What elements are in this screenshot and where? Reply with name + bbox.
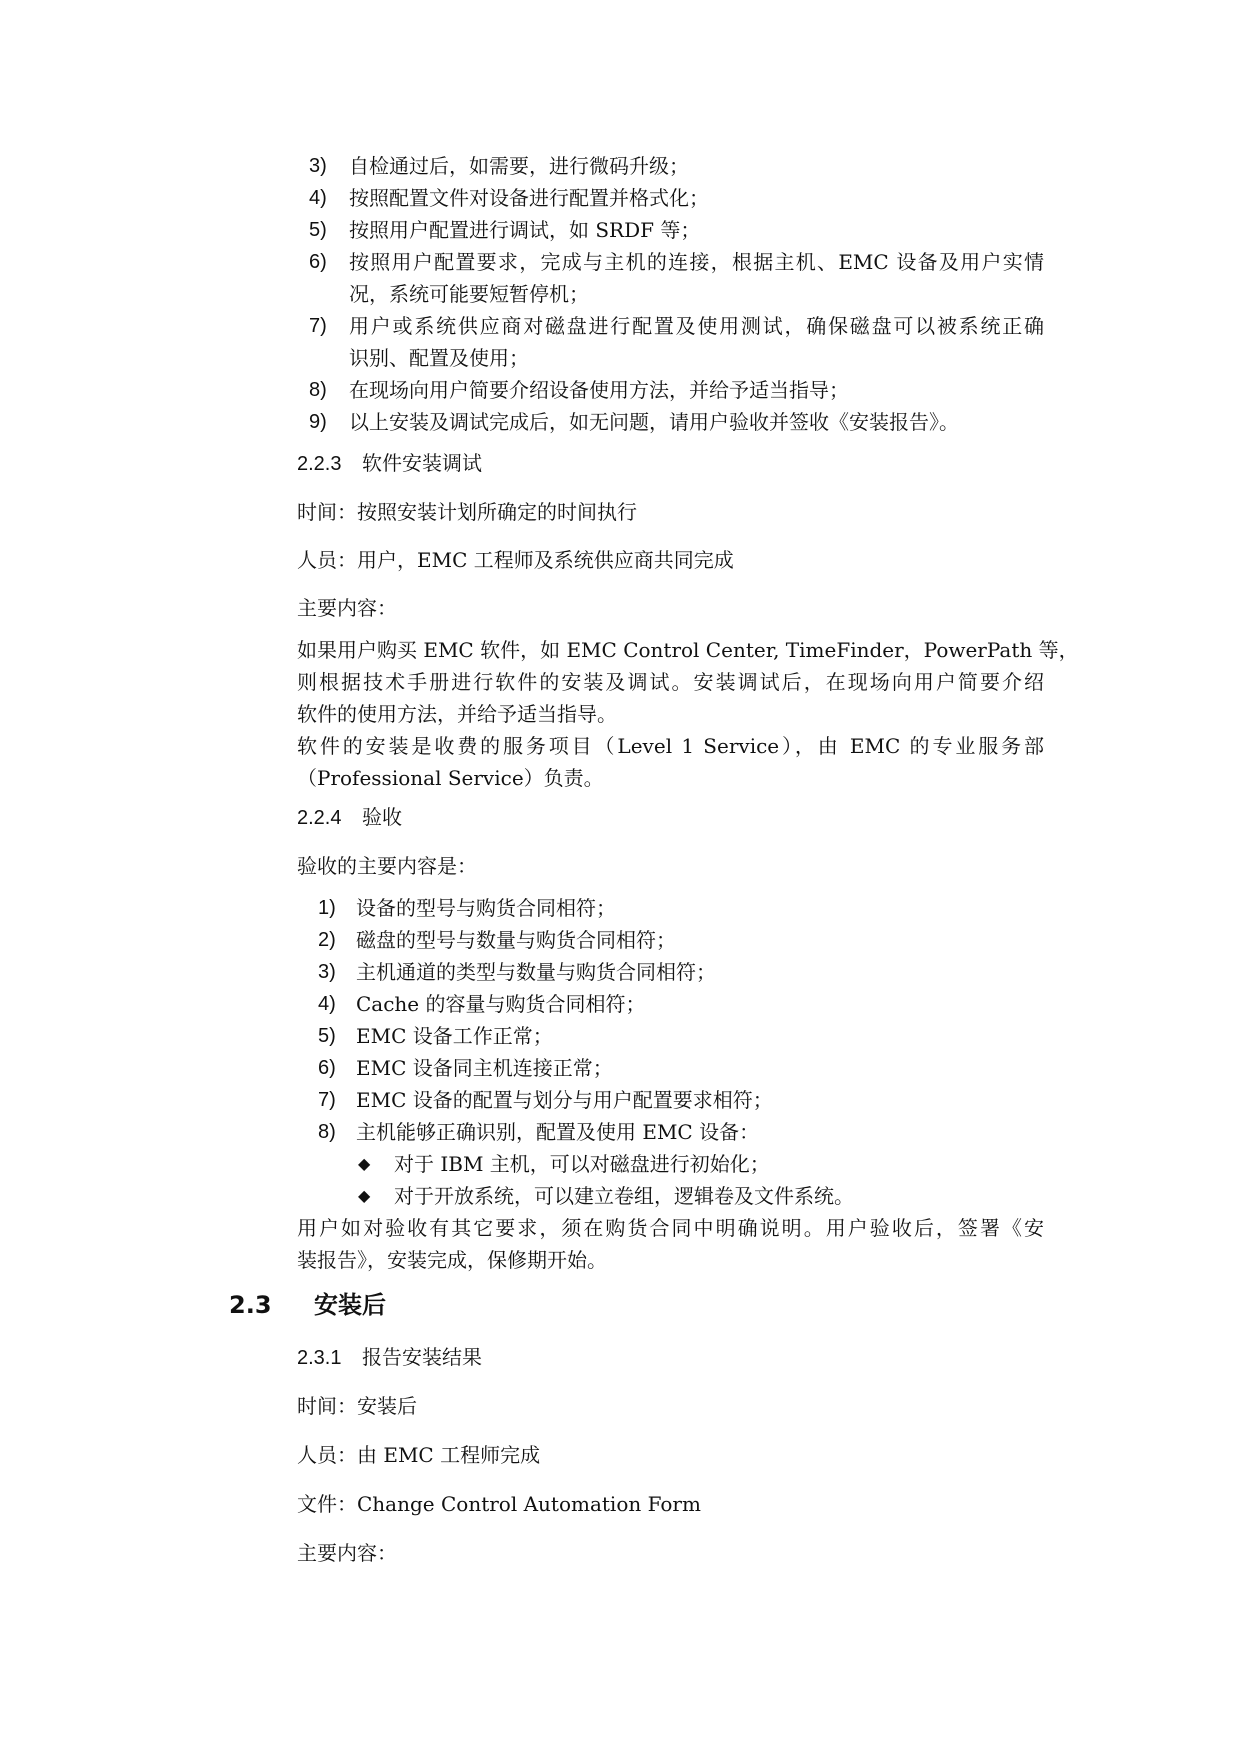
list-item-text: 在现场向用户简要介绍设备使用方法，并给予适当指导； xyxy=(349,378,849,402)
section-number: 2.2.3 xyxy=(297,453,342,475)
paragraph-line: 用户如对验收有其它要求，须在购货合同中明确说明。用户验收后，签署《安 xyxy=(297,1216,1044,1240)
staff-line: 人员：由 EMC 工程师完成 xyxy=(297,1443,541,1467)
bullet-text: 对于开放系统，可以建立卷组，逻辑卷及文件系统。 xyxy=(394,1184,854,1208)
section-title: 软件安装调试 xyxy=(362,453,482,475)
staff-line: 人员：用户，EMC 工程师及系统供应商共同完成 xyxy=(297,548,734,572)
list-item-text: EMC 设备的配置与划分与用户配置要求相符； xyxy=(356,1088,773,1112)
section-title: 安装后 xyxy=(314,1291,386,1319)
list-item-text: 按照用户配置要求，完成与主机的连接，根据主机、EMC 设备及用户实情 xyxy=(349,250,1044,274)
list-item-text: 用户或系统供应商对磁盘进行配置及使用测试，确保磁盘可以被系统正确 xyxy=(349,314,1044,338)
diamond-bullet-icon: ◆ xyxy=(358,1154,371,1173)
bullet-text: 对于 IBM 主机，可以对磁盘进行初始化； xyxy=(394,1152,770,1176)
section-title: 验收 xyxy=(362,807,402,829)
list-item-text: 自检通过后，如需要，进行微码升级； xyxy=(349,154,689,178)
diamond-bullet-icon: ◆ xyxy=(358,1186,371,1205)
list-item-text-cont: 识别、配置及使用； xyxy=(349,346,529,370)
list-item-text: 磁盘的型号与数量与购货合同相符； xyxy=(356,928,676,952)
list-number: 4) xyxy=(309,187,327,209)
list-item-text: 按照配置文件对设备进行配置并格式化； xyxy=(349,186,709,210)
content-label: 主要内容： xyxy=(297,596,397,620)
list-number: 4) xyxy=(318,993,336,1015)
section-number: 2.2.4 xyxy=(297,807,342,829)
list-number: 1) xyxy=(318,897,336,919)
list-number: 2) xyxy=(318,929,336,951)
list-number: 9) xyxy=(309,411,327,433)
list-item-text: 按照用户配置进行调试，如 SRDF 等； xyxy=(349,218,701,242)
list-item-text: Cache 的容量与购货合同相符； xyxy=(356,992,646,1016)
list-number: 6) xyxy=(309,251,327,273)
content-label: 主要内容： xyxy=(297,1541,397,1565)
time-line: 时间：按照安装计划所确定的时间执行 xyxy=(297,500,637,524)
list-number: 3) xyxy=(309,155,327,177)
list-item-text-cont: 况，系统可能要短暂停机； xyxy=(349,282,589,306)
list-item-text: 以上安装及调试完成后，如无问题，请用户验收并签收《安装报告》。 xyxy=(349,410,959,434)
list-number: 6) xyxy=(318,1057,336,1079)
section-number: 2.3.1 xyxy=(297,1347,342,1369)
section-title: 报告安装结果 xyxy=(362,1347,482,1369)
paragraph-line: 装报告》，安装完成，保修期开始。 xyxy=(297,1248,607,1272)
time-line: 时间：安装后 xyxy=(297,1394,417,1418)
paragraph-line: 软件的安装是收费的服务项目（Level 1 Service），由 EMC 的专业服务部 xyxy=(297,734,1044,758)
list-item-text: 主机能够正确识别，配置及使用 EMC 设备： xyxy=(356,1120,760,1144)
list-number: 7) xyxy=(309,315,327,337)
list-item-text: EMC 设备工作正常； xyxy=(356,1024,553,1048)
list-item-text: 设备的型号与购货合同相符； xyxy=(356,896,616,920)
list-item-text: 主机通道的类型与数量与购货合同相符； xyxy=(356,960,716,984)
list-number: 3) xyxy=(318,961,336,983)
paragraph-line: （Professional Service）负责。 xyxy=(297,766,604,790)
list-number: 8) xyxy=(309,379,327,401)
intro-line: 验收的主要内容是： xyxy=(297,854,477,878)
list-number: 8) xyxy=(318,1121,336,1143)
document-line: 文件：Change Control Automation Form xyxy=(297,1492,701,1516)
paragraph-line: 软件的使用方法，并给予适当指导。 xyxy=(297,702,617,726)
list-number: 7) xyxy=(318,1089,336,1111)
section-number: 2.3 xyxy=(229,1291,272,1319)
paragraph-line: 如果用户购买 EMC 软件，如 EMC Control Center, TimeFinder，PowerPath 等， xyxy=(297,638,1079,662)
list-number: 5) xyxy=(309,219,327,241)
list-number: 5) xyxy=(318,1025,336,1047)
list-item-text: EMC 设备同主机连接正常； xyxy=(356,1056,613,1080)
paragraph-line: 则根据技术手册进行软件的安装及调试。安装调试后，在现场向用户简要介绍 xyxy=(297,670,1044,694)
